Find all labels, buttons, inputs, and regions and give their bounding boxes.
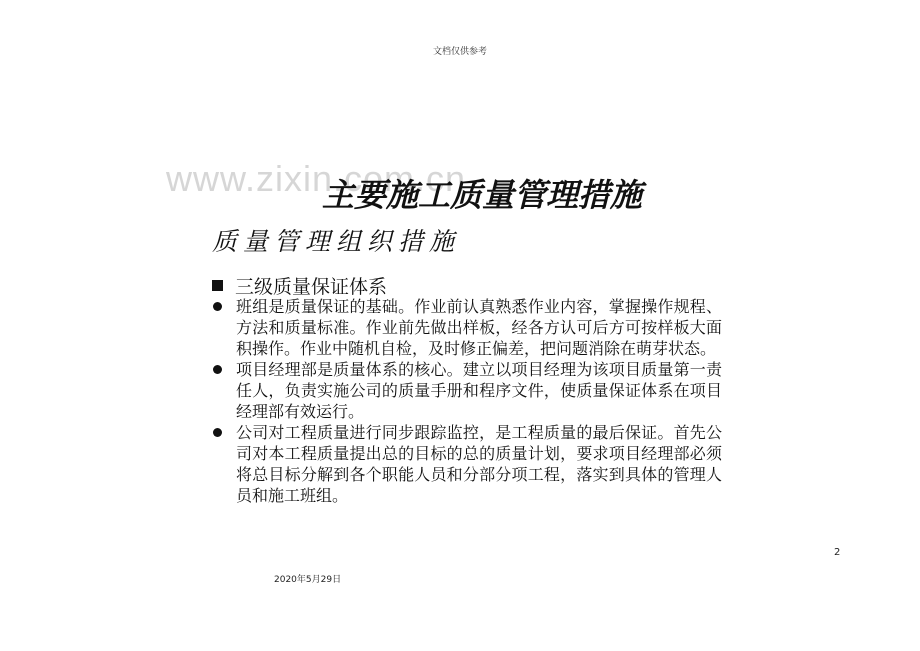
list-item-text: 项目经理部是质量体系的核心。建立以项目经理为该项目质量第一责任人，负责实施公司的质量手册和程序文件，使质量保证体系在项目经理部有效运行。 xyxy=(236,360,722,421)
section-heading xyxy=(212,272,387,299)
list-item xyxy=(212,296,722,359)
bullet-list xyxy=(212,296,722,506)
page-number: 2 xyxy=(834,547,841,558)
list-item xyxy=(212,422,722,506)
sub-title: 质量管理组织措施 xyxy=(212,227,461,256)
watermark: www.zixin.com.cn xyxy=(166,158,467,199)
section-heading-text: 三级质量保证体系 xyxy=(235,276,388,298)
bullet-dot-icon xyxy=(213,302,222,311)
main-title: 主要施工质量管理措施 xyxy=(322,176,643,214)
footer-date: 2020年5月29日 xyxy=(274,575,342,585)
list-item-text: 班组是质量保证的基础。作业前认真熟悉作业内容，掌握操作规程、方法和质量标准。作业前先做出样板，经各方认可后方可按样板大面积操作。作业中随机自检，及时修正偏差，把问题消除在萌芽状态。 xyxy=(236,297,722,358)
header-note: 文档仅供参考 xyxy=(432,47,487,57)
list-item xyxy=(212,359,722,422)
list-item-text: 公司对工程质量进行同步跟踪监控，是工程质量的最后保证。首先公司对本工程质量提出总的目标的总的质量计划，要求项目经理部必须将总目标分解到各个职能人员和分部分项工程，落实到具体的管理人员和施工班组。 xyxy=(236,423,722,505)
bullet-dot-icon xyxy=(213,428,222,437)
bullet-dot-icon xyxy=(213,365,222,374)
square-bullet-icon xyxy=(212,280,223,291)
